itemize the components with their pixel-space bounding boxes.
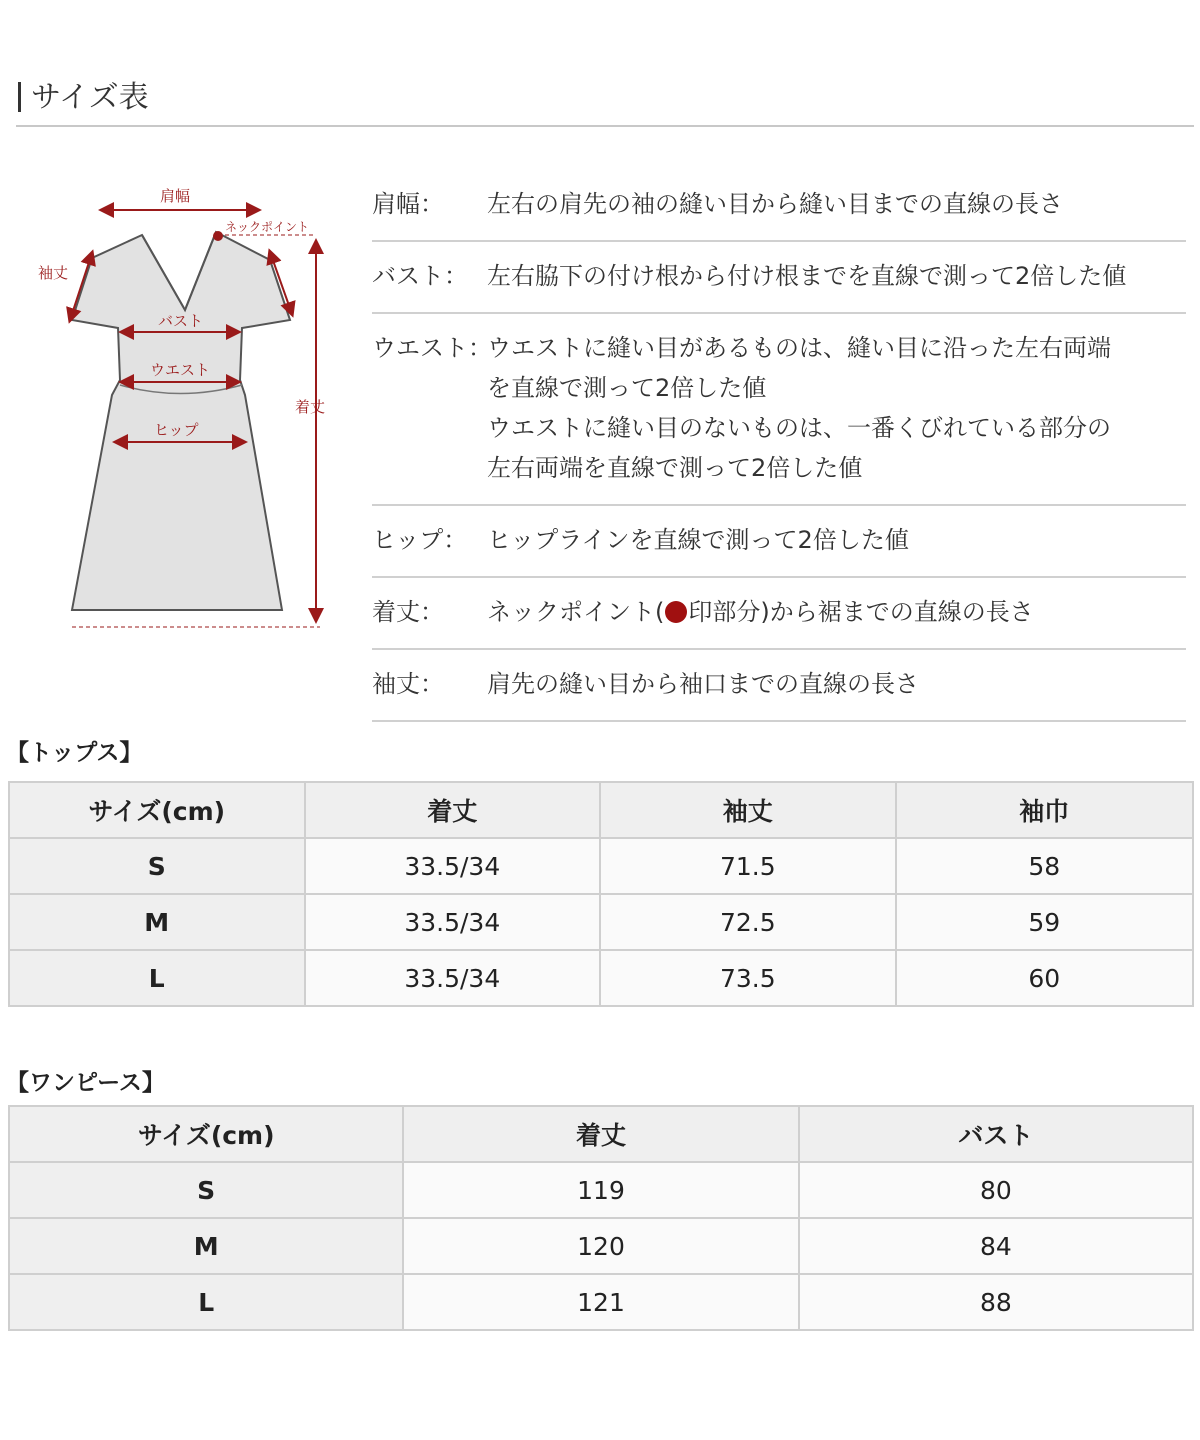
table-cell: 58 [896, 838, 1193, 894]
table-row [9, 894, 1193, 950]
definition-line: 肩先の縫い目から袖口までの直線の長さ [487, 670, 919, 698]
definition-sleeve [372, 650, 1186, 722]
diagram-length-label: 着丈 [295, 398, 326, 416]
table-cell: 59 [896, 894, 1193, 950]
definition-line: を直線で測って2倍した値 [487, 374, 767, 402]
page-title-text: サイズ表 [31, 80, 149, 115]
diagram-neckpoint-label: ネックポイント [225, 220, 310, 234]
definition-line: 左右脇下の付け根から付け根までを直線で測って2倍した値 [487, 262, 1127, 290]
table-cell: 88 [799, 1274, 1193, 1330]
definition-line: ヒップラインを直線で測って2倍した値 [487, 526, 909, 554]
table-cell: 119 [403, 1162, 798, 1218]
onepiece-size-table [8, 1105, 1194, 1331]
definition-text [487, 520, 1186, 560]
table-cell: 80 [799, 1162, 1193, 1218]
definition-suffix: 印部分)から裾までの直線の長さ [688, 598, 1034, 626]
table-cell: 60 [896, 950, 1193, 1006]
definition-hip [372, 506, 1186, 578]
table-header: 着丈 [305, 782, 601, 838]
definition-bust [372, 242, 1186, 314]
neck-point-dot [213, 231, 223, 241]
definition-line: 左右両端を直線で測って2倍した値 [487, 454, 863, 482]
table-row [9, 838, 1193, 894]
definition-term: 袖丈： [372, 670, 444, 698]
definition-term: 肩幅： [372, 190, 444, 218]
table-header-row [9, 1106, 1193, 1162]
diagram-waist-label: ウエスト [150, 361, 211, 379]
table-header: 着丈 [403, 1106, 798, 1162]
table-cell: 120 [403, 1218, 798, 1274]
page-title [18, 72, 149, 116]
table-cell: M [9, 894, 305, 950]
diagram-sleeve-label: 袖丈 [38, 264, 69, 282]
definition-text [487, 664, 1186, 704]
tops-size-table [8, 781, 1194, 1007]
table-header: サイズ(cm) [9, 782, 305, 838]
neck-point-dot-icon [665, 601, 687, 623]
definition-line: ウエストに縫い目があるものは、縫い目に沿った左右両端 [487, 334, 1111, 362]
definition-term: ウエスト： [372, 334, 492, 362]
definition-line: ウエストに縫い目のないものは、一番くびれている部分の [487, 414, 1111, 442]
diagram-hip-label: ヒップ [154, 421, 199, 439]
definitions-list [372, 170, 1186, 722]
table-row [9, 1218, 1193, 1274]
definition-line: 左右の肩先の袖の縫い目から縫い目までの直線の長さ [487, 190, 1063, 218]
tops-section-title: 【トップス】 [6, 740, 143, 766]
table-cell: 73.5 [600, 950, 895, 1006]
table-header: バスト [799, 1106, 1193, 1162]
table-header-row [9, 782, 1193, 838]
table-cell: 72.5 [600, 894, 895, 950]
definition-term: ヒップ： [372, 526, 468, 554]
definition-text [487, 184, 1186, 224]
table-header: 袖丈 [600, 782, 895, 838]
definition-length [372, 578, 1186, 650]
title-bar [18, 82, 21, 112]
table-row [9, 1162, 1193, 1218]
table-cell: L [9, 1274, 403, 1330]
definition-text [487, 256, 1186, 296]
table-header: 袖巾 [896, 782, 1193, 838]
table-cell: S [9, 838, 305, 894]
title-divider [16, 125, 1194, 127]
definition-text [487, 592, 1186, 632]
table-row [9, 950, 1193, 1006]
table-header: サイズ(cm) [9, 1106, 403, 1162]
measurement-diagram [20, 180, 360, 650]
table-cell: 33.5/34 [305, 894, 601, 950]
table-cell: 33.5/34 [305, 838, 601, 894]
definition-shoulder [372, 170, 1186, 242]
diagram-bust-label: バスト [158, 312, 204, 330]
definition-term: 着丈： [372, 598, 444, 626]
onepiece-section-title: 【ワンピース】 [6, 1070, 165, 1096]
table-cell: L [9, 950, 305, 1006]
table-cell: S [9, 1162, 403, 1218]
table-cell: M [9, 1218, 403, 1274]
definition-prefix: ネックポイント( [487, 598, 665, 626]
table-cell: 121 [403, 1274, 798, 1330]
table-cell: 71.5 [600, 838, 895, 894]
table-row [9, 1274, 1193, 1330]
definition-waist [372, 314, 1186, 506]
dress-diagram-svg [20, 180, 360, 650]
definition-text [487, 328, 1186, 488]
table-cell: 33.5/34 [305, 950, 601, 1006]
definition-term: バスト： [372, 262, 468, 290]
diagram-shoulder-label: 肩幅 [160, 187, 191, 205]
table-cell: 84 [799, 1218, 1193, 1274]
